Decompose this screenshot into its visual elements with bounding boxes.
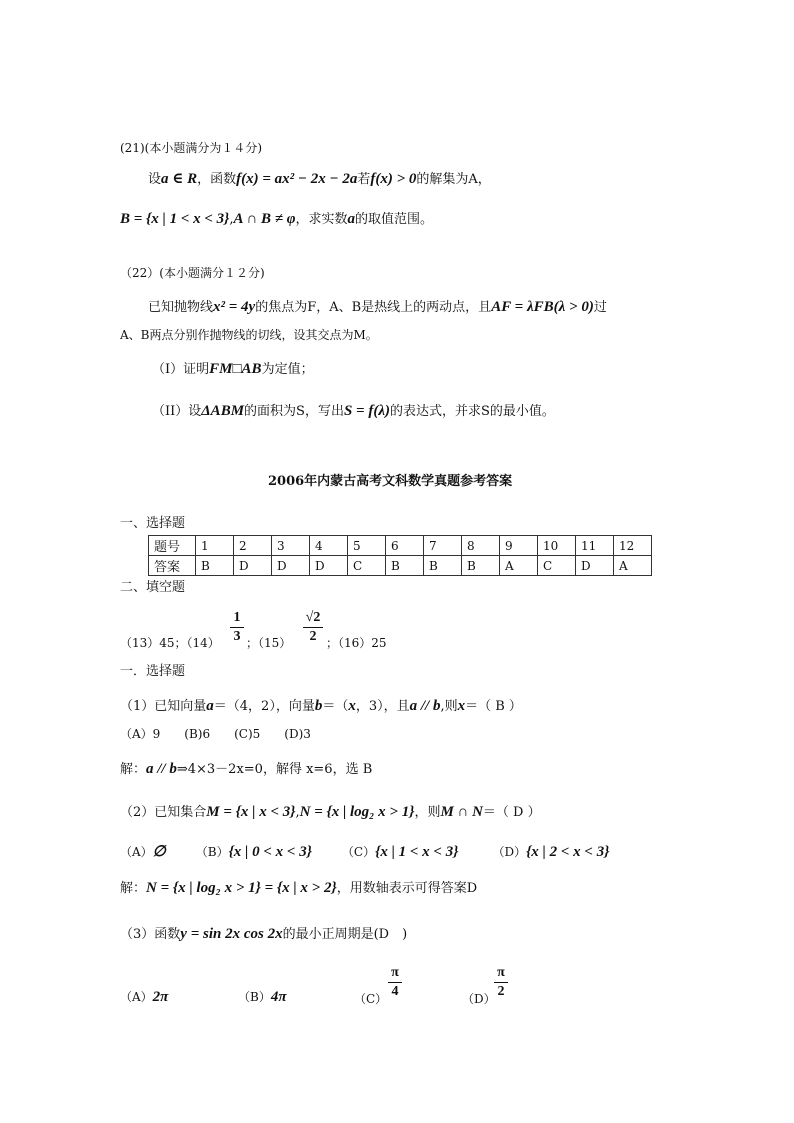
q22-heading: （22）(本小题满分１２分) (120, 266, 265, 280)
q21-line1 (148, 170, 491, 189)
table-cell: B (462, 556, 500, 576)
table-cell: 3 (272, 536, 310, 556)
q1-math: x (348, 698, 356, 714)
q2-text: ，用数轴表示可得答案D (336, 881, 478, 896)
vector-b: b (314, 698, 323, 714)
q1-text: 解： (120, 762, 147, 777)
q21-text: 的解集为A， (416, 172, 491, 187)
q22-text: （II）设 (152, 404, 202, 419)
fraction-num: 1 (233, 610, 241, 625)
q21-text: 的取值范围。 (355, 212, 434, 227)
fraction-den: 4 (391, 984, 399, 999)
q21-math: f(x) > 0 (370, 171, 417, 187)
q3-math: 4π (270, 989, 287, 1005)
table-cell: 题号 (149, 536, 196, 556)
q3-math: 2π (152, 989, 169, 1005)
table-cell: 4 (310, 536, 348, 556)
table-cell: A (500, 556, 538, 576)
q22-text: 为定值； (261, 362, 314, 377)
q3-math: y = sin 2x cos 2x (180, 926, 283, 942)
q22-text: 的表达式，并求S的最小值。 (390, 404, 555, 419)
q2-solution (120, 879, 477, 898)
q21-math: A ∩ B ≠ φ (233, 211, 296, 227)
q2-option-label: （B） (195, 845, 229, 859)
fraction-sqrt2-2 (303, 610, 323, 645)
table-cell: 1 (196, 536, 234, 556)
q21-text: 若 (357, 172, 371, 187)
table-cell: 11 (576, 536, 614, 556)
q1-solution (120, 760, 372, 779)
q1-text: ＝（4，2），向量 (213, 699, 315, 714)
q21-text: , (229, 212, 234, 227)
table-cell: 9 (500, 536, 538, 556)
fill-answers-b: ；（15） (246, 636, 292, 650)
q22-line1 (148, 298, 607, 317)
table-row (149, 536, 652, 556)
fill-answers-a: （13）45；（14） (120, 636, 220, 650)
q21-line2 (120, 210, 433, 229)
fraction-pi-2 (494, 965, 508, 1000)
q2-math: N = {x | log₂ x > 1} = {x | x > 2} (146, 880, 337, 896)
table-cell: 12 (614, 536, 652, 556)
q2-text: ＝（ D ） (482, 805, 541, 820)
q3-option-label: （B） (238, 990, 271, 1004)
q21-math: a (347, 211, 356, 227)
q3-option-a (120, 988, 168, 1007)
answer-table (148, 535, 652, 576)
table-cell: 6 (386, 536, 424, 556)
q3-option-d-label: （D） (462, 992, 496, 1006)
fraction-den: 2 (309, 629, 317, 644)
q3-option-label: （A） (120, 990, 153, 1004)
q21-math: f(x) = ax² − 2x − 2a (236, 171, 358, 187)
q21-heading: (21)(本小题满分为１４分) (120, 141, 262, 155)
table-cell: 7 (424, 536, 462, 556)
q2-math: {x | 1 < x < 3} (375, 844, 459, 860)
q3-option-b (238, 988, 287, 1007)
q1-options: （A）9 (B)6 (C)5 (D)3 (120, 727, 311, 741)
fraction-num: √2 (305, 610, 321, 625)
empty-set-symbol: ∅ (152, 844, 166, 860)
table-cell: C (348, 556, 386, 576)
q22-text: 的焦点为F，A、B是热线上的两动点，且 (255, 300, 492, 315)
q22-part1 (152, 360, 314, 379)
table-cell: B (386, 556, 424, 576)
fraction-num: π (391, 965, 399, 980)
q2-option-label: （C） (341, 845, 376, 859)
q2-option-label: （D） (492, 845, 527, 859)
fraction-den: 3 (233, 629, 241, 644)
table-cell: C (538, 556, 576, 576)
fraction-den: 2 (497, 984, 505, 999)
q22-math: AF = λFB(λ > 0) (491, 299, 594, 315)
q21-math: B = {x | 1 < x < 3} (120, 211, 230, 227)
q22-math: ΔABM (201, 403, 245, 419)
q2-line (120, 803, 541, 822)
q1-text: ,则 (440, 699, 458, 714)
answers-title: 2006年内蒙古高考文科数学真题参考答案 (268, 474, 513, 489)
table-cell: 答案 (149, 556, 196, 576)
q22-line2: A、B两点分别作抛物线的切线，设其交点为M。 (120, 328, 378, 342)
q3-text: 的最小正周期是(D ) (282, 927, 408, 942)
q1-text: ＝（ (322, 699, 349, 714)
table-cell: D (310, 556, 348, 576)
q2-math: N = {x | log₂ x > 1} (299, 804, 415, 820)
q2-math: M = {x | x < 3} (206, 804, 296, 820)
q21-text: 设 (148, 172, 162, 187)
section-choice: 一、选择题 (120, 516, 186, 531)
q22-text: 过 (593, 300, 607, 315)
q2-math: {x | 2 < x < 3} (526, 844, 610, 860)
vector-a: a (206, 698, 214, 714)
fraction-num: π (497, 965, 505, 980)
q2-math: {x | 0 < x < 3} (228, 844, 312, 860)
solutions-section: 一．选择题 (120, 664, 186, 679)
table-cell: 5 (348, 536, 386, 556)
table-cell: 2 (234, 536, 272, 556)
table-cell: B (196, 556, 234, 576)
q1-text: ＝（ B ） (465, 699, 522, 714)
q3-line (120, 925, 407, 944)
table-cell: 10 (538, 536, 576, 556)
q21-text: ，求实数 (295, 212, 348, 227)
q1-text: （1）已知向量 (120, 699, 207, 714)
q2-text: （2）已知集合 (120, 805, 207, 820)
table-cell: D (576, 556, 614, 576)
q22-text: 的面积为S，写出 (244, 404, 344, 419)
fraction-pi-4 (388, 965, 402, 1000)
q22-text: （I）证明 (152, 362, 210, 377)
fill-answers-c: ；（16）25 (326, 636, 387, 650)
q22-math: S = f(λ) (343, 403, 390, 419)
q1-line (120, 697, 522, 716)
q2-text: , (295, 805, 300, 820)
table-cell: D (234, 556, 272, 576)
q22-text: 已知抛物线 (148, 300, 214, 315)
q1-math: a // b (146, 761, 177, 777)
q3-option-c-label: （C） (354, 992, 388, 1006)
q22-part2 (152, 402, 555, 421)
q2-math: M ∩ N (440, 804, 483, 820)
table-row (149, 556, 652, 576)
table-cell: 8 (462, 536, 500, 556)
q2-text: 解： (120, 881, 147, 896)
q22-math: x² = 4y (213, 299, 256, 315)
section-fill: 二、填空题 (120, 580, 186, 595)
fraction-1-3 (230, 610, 244, 645)
q1-text: ⇒4×3－2x=0，解得 x=6，选 B (176, 762, 373, 777)
table-cell: B (424, 556, 462, 576)
q21-text: ，函数 (197, 172, 237, 187)
q22-math: FM□AB (209, 361, 262, 377)
table-cell: A (614, 556, 652, 576)
q21-math: a ∈ R (161, 171, 198, 187)
q1-math: a // b (409, 698, 441, 714)
q3-text: （3）函数 (120, 927, 181, 942)
table-cell: D (272, 556, 310, 576)
q2-options (120, 843, 609, 862)
q1-math: x (457, 698, 466, 714)
q2-option-label: （A） (120, 845, 153, 859)
q1-text: ，3），且 (355, 699, 410, 714)
q2-text: ，则 (414, 805, 441, 820)
